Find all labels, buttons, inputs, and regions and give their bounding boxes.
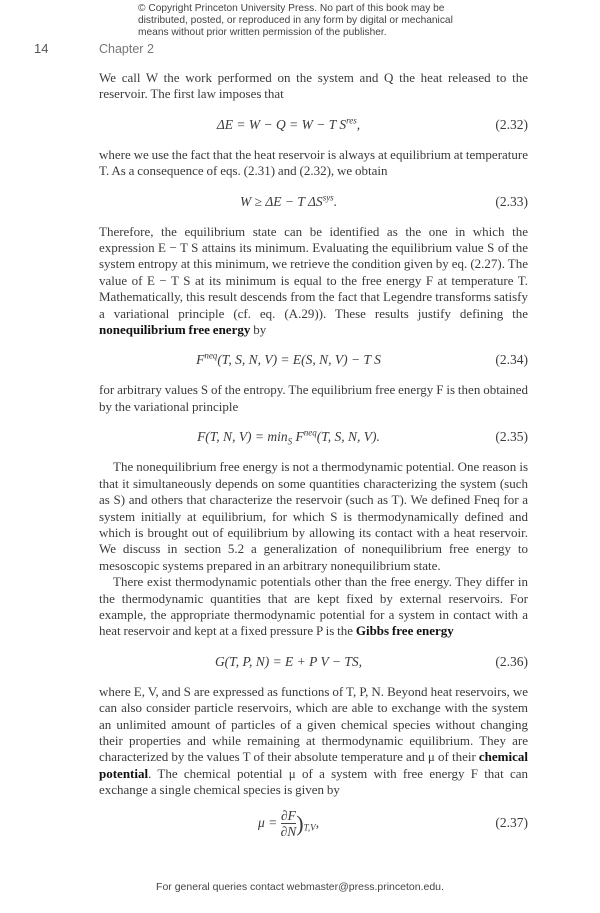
paragraph-2: where we use the fact that the heat reservoir is always at equilibrium at temperature T. As a consequence of eqs. (2.31) and (2.32), we obtain: [99, 146, 528, 179]
equation-2-35: [99, 427, 528, 447]
fraction: [281, 808, 297, 839]
paragraph-3: [99, 224, 528, 339]
footer-contact: For general queries contact webmaster@press.princeton.edu.: [156, 880, 444, 893]
term-gibbs-free-energy: Gibbs free energy: [355, 623, 454, 639]
eq-pre: μ =: [257, 814, 281, 830]
equation-2-37: [99, 805, 528, 841]
eq-pre: F(T, N, V) = min: [197, 429, 288, 445]
eq-pre: F: [196, 352, 205, 368]
paragraph-4: for arbitrary values S of the entropy. The equilibrium free energy F is then obtained by the variational principle: [99, 382, 528, 414]
paragraph-5: The nonequilibrium free energy is not a thermodynamic potential. One reason is that it simultaneously depends on some quantities characterizing the system (such as S) and others that characterize the reservoir (such as T). We defined Fneq for a system initially at equilibrium, for which S is thermodynamically defined and which is brought out of equilibrium by allowing its contact with a heat reservoir. We discuss in section 5.2 a generalization of nonequilibrium free energy to mesoscopic systems prepared in an arbitrary nonequilibrium state.: [99, 459, 528, 573]
equation-2-32: [99, 115, 528, 135]
eq-tail: ,: [315, 814, 320, 830]
eq-main: W ≥ ΔE − T ΔS: [239, 193, 323, 209]
equation-number: (2.37): [495, 814, 528, 830]
eq-sup: sys: [322, 192, 334, 203]
eq-mid: F: [292, 429, 304, 445]
equation-number: (2.33): [495, 193, 528, 209]
equation-2-34: [99, 350, 528, 370]
equation-number: (2.36): [495, 653, 528, 669]
running-head: Chapter 2: [99, 42, 154, 56]
page-header: [0, 0, 600, 56]
text: by: [250, 322, 267, 338]
eq-sup: neq: [204, 350, 218, 361]
paragraph-1: We call W the work performed on the system and Q the heat released to the reservoir. The first law imposes that: [99, 70, 528, 102]
equation-number: (2.32): [495, 116, 528, 132]
text: There exist thermodynamic potentials other than the free energy. They differ in the thermodynamic quantities that are kept fixed by external reservoirs. For example, the appropriate thermodynamic potential for a system in contact with a heat reservoir and kept at a fixed pressure P is the: [99, 574, 528, 639]
eq-sup: res: [346, 115, 357, 126]
eq-sub: S: [287, 436, 293, 447]
equation-number: (2.34): [495, 352, 528, 368]
paragraph-6: [99, 574, 528, 640]
paragraph-7: [99, 684, 528, 799]
text: where E, V, and S are expressed as functions of T, P, N. Beyond heat reservoirs, we can also consider particle reservoirs, which are able to exchange with the system an unlimited amount of particles of a given chemical species without changing their properties and while remaining at thermodynamic equilibrium. They are characterized by the values T of their absolute temperature and μ of their: [99, 683, 528, 765]
eq-tail: .: [333, 193, 338, 209]
eq-main: ΔE = W − Q = W − T S: [216, 116, 347, 132]
equation-2-33: [99, 192, 528, 212]
eq-paren: ): [296, 810, 304, 836]
eq-main: G(T, P, N) = E + P V − TS,: [214, 653, 363, 669]
copyright-line: distributed, posted, or reproduced in any form by digital or mechanical: [138, 15, 453, 26]
eq-sup: neq: [303, 427, 317, 438]
text: Therefore, the equilibrium state can be identified as the one in which the expression E − T S attains its minimum. Evaluating the equilibrium value S of the system entropy at this minimum, we retrieve the condition given by eq. (2.27). The value of E − T S at its minimum is equal to the free energy F at temperature T. Mathematically, this result descends from the fact that Legendre transforms satisfy a variational principle (cf. eq. (A.29)). These results justify defining the: [99, 223, 528, 321]
copyright-line: means without prior written permission of the publisher.: [138, 27, 387, 38]
eq-main: (T, S, N, V) = E(S, N, V) − T S: [217, 352, 381, 368]
eq-sub: T,V: [303, 822, 316, 833]
denominator: ∂N: [280, 824, 297, 839]
copyright-line: © Copyright Princeton University Press. No part of this book may be: [138, 3, 445, 14]
term-nonequilibrium-free-energy: nonequilibrium free energy: [99, 322, 251, 338]
eq-main: (T, S, N, V).: [316, 429, 380, 445]
numerator: ∂F: [280, 808, 296, 823]
copyright-notice: [138, 3, 458, 39]
text: . The chemical potential μ of a system with free energy F that can exchange a single chemical species is given by: [99, 765, 528, 798]
equation-2-36: [99, 652, 528, 672]
term-chemical-potential: chemical potential: [99, 749, 528, 781]
eq-tail: ,: [356, 116, 361, 132]
text-column: [99, 56, 528, 841]
page-number: 14: [34, 41, 49, 56]
equation-number: (2.35): [495, 429, 528, 445]
